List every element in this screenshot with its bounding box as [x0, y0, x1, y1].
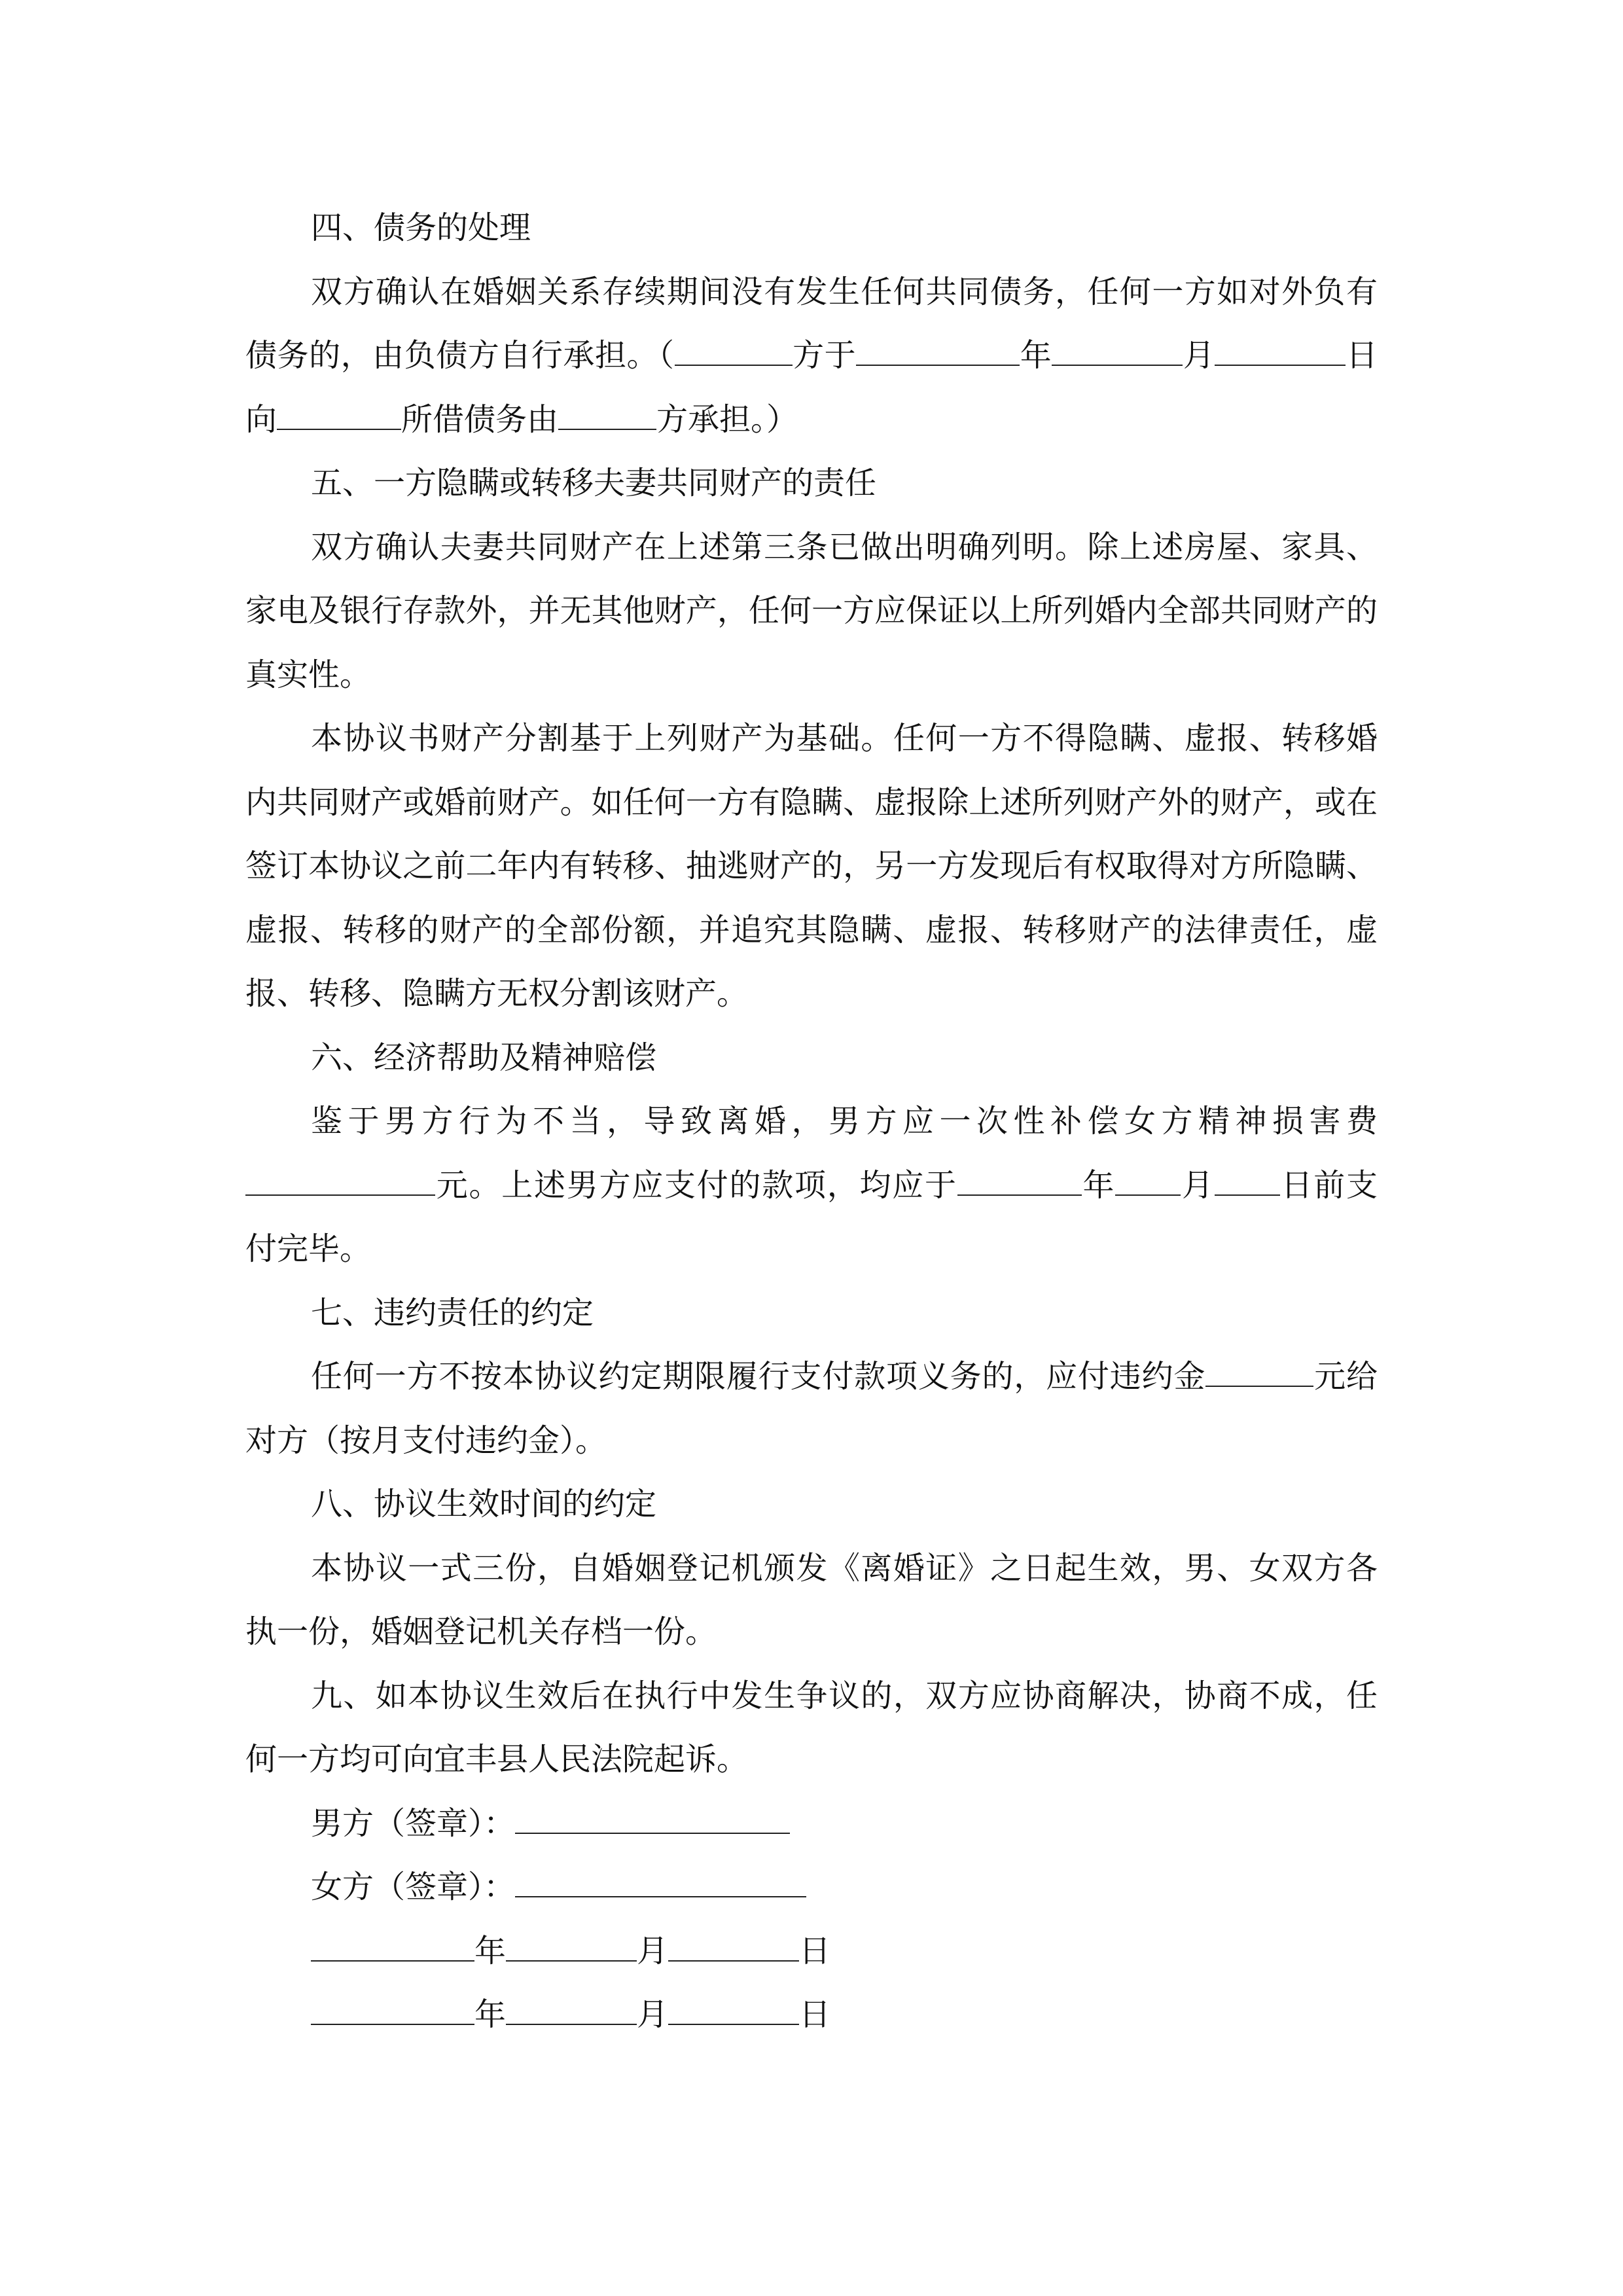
compensation-amount-blank: [245, 1166, 435, 1196]
male-date-day-blank: [668, 1931, 799, 1962]
female-date-year-blank: [311, 1995, 474, 2025]
section-6-title: 六、经济帮助及精神赔偿: [311, 1039, 657, 1076]
compensation-day-blank: [1215, 1166, 1280, 1196]
male-date-month-label: 月: [637, 1932, 669, 1969]
male-date-year-label: 年: [474, 1932, 507, 1969]
male-signature-line: [245, 1792, 1378, 1856]
female-date-line: [245, 1983, 1378, 2047]
female-date-day-blank: [668, 1995, 799, 2025]
debt-month-label: 月: [1183, 337, 1215, 374]
section-7-title: 七、违约责任的约定: [311, 1294, 594, 1331]
debt-clause-text: 双方确认在婚姻关系存续期间没有发生任何共同债务，任何一方如对外负有债务的，由负债方自行承担。（: [245, 273, 1378, 374]
debt-creditor-blank: [277, 400, 401, 430]
section-8-title: 八、协议生效时间的约定: [311, 1486, 657, 1522]
section-5-paragraph-1: 双方确认夫妻共同财产在上述第三条已做出明确列明。除上述房屋、家具、家电及银行存款外，并无其他财产，任何一方应保证以上所列婚内全部共同财产的真实性。: [245, 528, 1378, 693]
female-date-year-label: 年: [474, 1996, 507, 2033]
section-4-paragraph: [245, 260, 1378, 452]
male-signature-blank: [515, 1804, 790, 1834]
section-7-paragraph: [245, 1345, 1378, 1473]
debt-day-blank: [1215, 336, 1346, 366]
compensation-text-end: 日前支付完毕。: [245, 1166, 1378, 1267]
male-date-day-label: 日: [799, 1932, 831, 1969]
compensation-month-label: 月: [1181, 1166, 1215, 1204]
debt-text-bear: 方承担。）: [656, 401, 798, 438]
female-signature-line: [245, 1856, 1378, 1920]
debt-bearer-blank: [558, 400, 656, 430]
female-signature-blank: [515, 1867, 806, 1897]
male-signature-label: 男方（签章）：: [311, 1804, 516, 1842]
female-date-day-label: 日: [799, 1996, 831, 2033]
debt-text-fang-yu: 方于: [792, 337, 857, 374]
compensation-year-label: 年: [1081, 1166, 1116, 1204]
debt-year-label: 年: [1020, 337, 1052, 374]
female-date-month-label: 月: [637, 1996, 669, 2033]
penalty-amount-blank: [1205, 1357, 1313, 1387]
section-5-paragraph-2: 本协议书财产分割基于上列财产为基础。任何一方不得隐瞒、虚报、转移婚内共同财产或婚前财产。如任何一方有隐瞒、虚报除上述所列财产外的财产，或在签订本协议之前二年内有转移、抽逃财产的，另一方发现后有权取得对方所隐瞒、虚报、转移的财产的全部份额，并追究其隐瞒、虚报、转移财产的法律责任，虚报、转移、隐瞒方无权分割该财产。: [245, 720, 1378, 1012]
compensation-text-pay-by: 元。上述男方应支付的款项，均应于: [435, 1166, 957, 1204]
section-5-title: 五、一方隐瞒或转移夫妻共同财产的责任: [311, 465, 877, 501]
section-6-paragraph: [245, 1090, 1378, 1282]
male-date-year-blank: [311, 1931, 474, 1962]
debt-party-blank: [675, 336, 793, 366]
male-date-month-blank: [506, 1931, 637, 1962]
debt-month-blank: [1052, 336, 1183, 366]
compensation-month-blank: [1115, 1166, 1181, 1196]
compensation-year-blank: [957, 1166, 1082, 1196]
penalty-text-end: 元给对方（按月支付违约金）。: [245, 1358, 1378, 1459]
section-4-title: 四、债务的处理: [311, 209, 531, 246]
debt-year-blank: [856, 336, 1020, 366]
compensation-text: 鉴于男方行为不当，导致离婚，男方应一次性补偿女方精神损害费: [311, 1103, 1378, 1139]
female-signature-label: 女方（签章）：: [311, 1869, 516, 1905]
document-body: [245, 196, 1378, 2047]
section-9-paragraph: 九、如本协议生效后在执行中发生争议的，双方应协商解决，协商不成，任何一方均可向宜丰县人民法院起诉。: [245, 1677, 1378, 1778]
section-8-paragraph: 本协议一式三份，自婚姻登记机颁发《离婚证》之日起生效，男、女双方各执一份，婚姻登记机关存档一份。: [245, 1549, 1378, 1650]
debt-text-borrowed: 所借债务由: [401, 401, 559, 438]
debt-day-label: 日向: [245, 337, 1378, 438]
male-date-line: [245, 1920, 1378, 1984]
penalty-text: 任何一方不按本协议约定期限履行支付款项义务的，应付违约金: [311, 1358, 1206, 1395]
female-date-month-blank: [506, 1995, 637, 2025]
